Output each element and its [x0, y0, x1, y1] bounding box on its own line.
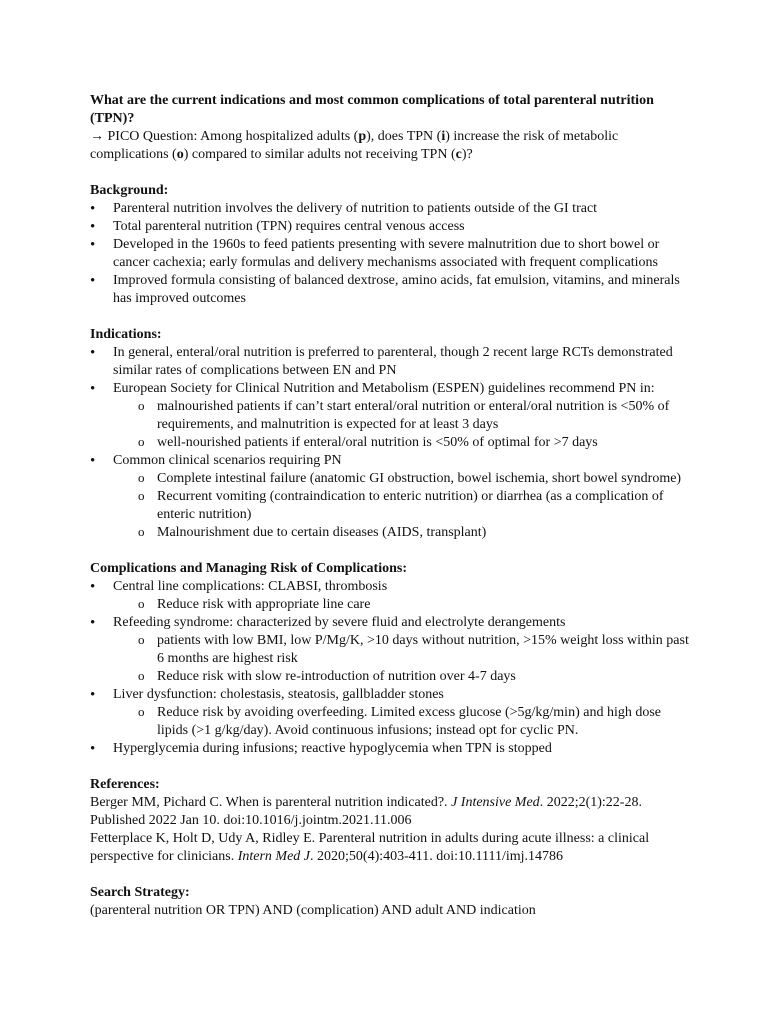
reference-item: Fetterplace K, Holt D, Udy A, Ridley E. Parenteral nutrition in adults during acute illness: a clinical perspective for clinicians. Intern Med J. 2020;50(4):403-411. doi:10.1111/imj.14786: [90, 831, 650, 864]
sub-list-item: o Reduce risk with slow re-introduction of nutrition over 4-7 days: [113, 668, 690, 686]
indications-list: [90, 344, 690, 542]
background-list: [90, 200, 690, 308]
sub-list-item: o well-nourished patients if enteral/oral nutrition is <50% of optimal for >7 days: [113, 434, 690, 452]
main-question: What are the current indications and most common complications of total parenteral nutrition (TPN)?: [90, 93, 654, 126]
sub-list: [113, 596, 690, 614]
pico-question: → PICO Question: Among hospitalized adults (p), does TPN (i) increase the risk of metabolic complications (o) compared to similar adults not receiving TPN (c)?: [90, 129, 619, 162]
indications-heading: Indications:: [90, 327, 162, 342]
list-item: • Liver dysfunction: cholestasis, steatosis, gallbladder stones o Reduce risk by avoiding overfeeding. Limited excess glucose (>5g/kg/min) and high dose lipids (>1 g/kg/day). Avoid continuous infusions; instead opt for cyclic PN.: [90, 686, 690, 740]
list-item: • Common clinical scenarios requiring PN o Complete intestinal failure (anatomic GI obstruction, bowel ischemia, short bowel syndrome) o Recurrent vomiting (contraindication to enteric nutrition) or diarrhea (as a complication of enteric nutrition) o Malnourishment due to certain diseases (AIDS, transplant): [90, 452, 690, 542]
sub-list: [113, 704, 690, 740]
complications-heading: Complications and Managing Risk of Complications:: [90, 561, 407, 576]
sub-list-item: o Complete intestinal failure (anatomic GI obstruction, bowel ischemia, short bowel syndrome): [113, 470, 690, 488]
list-item: • Hyperglycemia during infusions; reactive hypoglycemia when TPN is stopped: [90, 740, 690, 758]
sub-list: [113, 398, 690, 452]
sub-list-item: o Reduce risk by avoiding overfeeding. Limited excess glucose (>5g/kg/min) and high dose lipids (>1 g/kg/day). Avoid continuous infusions; instead opt for cyclic PN.: [113, 704, 690, 740]
reference-item: Berger MM, Pichard C. When is parenteral nutrition indicated?. J Intensive Med. 2022;2(1):22-28. Published 2022 Jan 10. doi:10.1016/j.jointm.2021.11.006: [90, 795, 642, 828]
sub-list-item: o patients with low BMI, low P/Mg/K, >10 days without nutrition, >15% weight loss within past 6 months are highest risk: [113, 632, 690, 668]
list-item: • Refeeding syndrome: characterized by severe fluid and electrolyte derangements o patients with low BMI, low P/Mg/K, >10 days without nutrition, >15% weight loss within past 6 months are highest risk o Reduce risk with slow re-introduction of nutrition over 4-7 days: [90, 614, 690, 686]
list-item: • Improved formula consisting of balanced dextrose, amino acids, fat emulsion, vitamins, and minerals has improved outcomes: [90, 272, 690, 308]
sub-list-item: o Reduce risk with appropriate line care: [113, 596, 690, 614]
list-item: • Total parenteral nutrition (TPN) requires central venous access: [90, 218, 690, 236]
sub-list-item: o malnourished patients if can’t start enteral/oral nutrition or enteral/oral nutrition is <50% of requirements, and malnutrition is expected for at least 3 days: [113, 398, 690, 434]
search-strategy-heading: Search Strategy:: [90, 885, 190, 900]
complications-list: [90, 578, 690, 758]
list-item: • In general, enteral/oral nutrition is preferred to parenteral, though 2 recent large RCTs demonstrated similar rates of complications between EN and PN: [90, 344, 690, 380]
search-strategy-text: (parenteral nutrition OR TPN) AND (complication) AND adult AND indication: [90, 903, 536, 918]
references-heading: References:: [90, 777, 160, 792]
sub-list: [113, 470, 690, 542]
background-heading: Background:: [90, 183, 169, 198]
arrow-icon: →: [90, 129, 104, 144]
document-page: [90, 92, 690, 920]
sub-list: [113, 632, 690, 686]
list-item: • Developed in the 1960s to feed patients presenting with severe malnutrition due to short bowel or cancer cachexia; early formulas and delivery mechanisms associated with frequent complications: [90, 236, 690, 272]
sub-list-item: o Recurrent vomiting (contraindication to enteric nutrition) or diarrhea (as a complication of enteric nutrition): [113, 488, 690, 524]
sub-list-item: o Malnourishment due to certain diseases (AIDS, transplant): [113, 524, 690, 542]
list-item: • Central line complications: CLABSI, thrombosis o Reduce risk with appropriate line care: [90, 578, 690, 614]
list-item: • European Society for Clinical Nutrition and Metabolism (ESPEN) guidelines recommend PN in: o malnourished patients if can’t start enteral/oral nutrition or enteral/oral nutrition is <50% of requirements, and malnutrition is expected for at least 3 days o well-nourished patients if enteral/oral nutrition is <50% of optimal for >7 days: [90, 380, 690, 452]
list-item: • Parenteral nutrition involves the delivery of nutrition to patients outside of the GI tract: [90, 200, 690, 218]
